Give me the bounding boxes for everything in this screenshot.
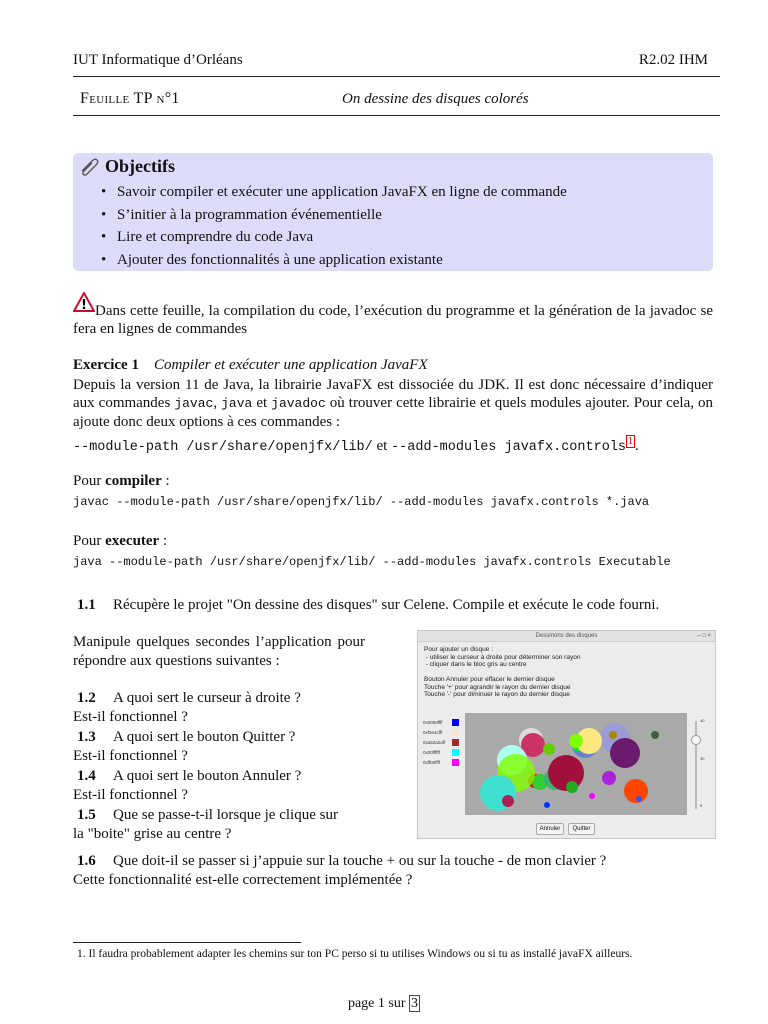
question-1-2: [73, 689, 301, 726]
objective-item: • Lire et comprendre du code Java: [101, 226, 567, 249]
question-sub: Est-il fonctionnel ?: [73, 708, 188, 725]
radius-slider-thumb[interactable]: [691, 735, 701, 745]
page-total-link[interactable]: 3: [411, 996, 419, 1011]
question-sub: Est-il fonctionnel ?: [73, 786, 188, 803]
intro-text-b: où trouver cette librairie et quels modules ajouter. Pour cela, on ajoute donc deux options à ces commandes :: [73, 395, 714, 430]
exercise-heading: [73, 356, 428, 374]
question-1-6: [73, 852, 718, 889]
warning-text: Dans cette feuille, la compilation du code, l’exécution du programme et la génération de la javadoc se fera en lignes de commandes: [73, 303, 713, 337]
question-number: 1.3: [77, 729, 96, 745]
slider-tick-label: 30: [700, 756, 705, 761]
objectives-title: Objectifs: [105, 156, 175, 176]
objectives-list: [101, 181, 567, 272]
footnote-link[interactable]: 1: [628, 436, 634, 447]
option-module-path: --module-path /usr/share/openjfx/lib/: [73, 440, 373, 455]
question-text: A quoi sert le bouton Annuler ?: [113, 768, 302, 784]
cmd-java: java: [221, 396, 253, 411]
question-text: A quoi sert le bouton Quitter ?: [113, 729, 296, 745]
swatch-color[interactable]: [452, 749, 459, 756]
question-number: 1.1: [77, 597, 96, 613]
swatch-color[interactable]: [452, 739, 459, 746]
app-titlebar: [418, 631, 715, 642]
footnote: [73, 947, 713, 961]
question-text: A quoi sert le curseur à droite ?: [113, 690, 301, 706]
question-text: Que doit-il se passer si j’appuie sur la touche + ou sur la touche - de mon clavier ?: [113, 853, 607, 869]
options-line: --module-path /usr/share/openjfx/lib/ et --add-modules javafx.controls $^1$ .: [73, 436, 639, 455]
question-number: 1.6: [77, 853, 96, 869]
question-number: 1.4: [77, 768, 96, 784]
sep: et: [252, 395, 272, 411]
question-1-3: [73, 728, 295, 765]
option-add-modules: --add-modules javafx.controls: [391, 440, 627, 455]
question-1-4: [73, 767, 301, 804]
question-sub: Cette fonctionnalité est-elle correctement implémentée ?: [73, 871, 413, 888]
app-title: Dessinons des disques: [535, 633, 598, 639]
exercise-label: Exercice 1: [73, 357, 139, 373]
exercise-title: Compiler et exécuter une application JavaFX: [153, 357, 428, 373]
exec-word: executer: [105, 533, 160, 549]
question-text: Que se passe-t-il lorsque je clique sur: [113, 807, 338, 823]
sheet-subtitle: On dessine des disques colorés: [342, 91, 529, 107]
cmd-javadoc: javadoc: [271, 396, 326, 411]
question-text: Récupère le projet "On dessine des disques" sur Celene. Compile et exécute le code fourni.: [113, 597, 660, 613]
swatch-label: 0xf5e4cfff: [423, 730, 443, 735]
sep: ,: [213, 395, 222, 411]
institution: IUT Informatique d’Orléans: [73, 52, 243, 68]
disk-canvas[interactable]: [465, 713, 687, 815]
compile-post: :: [161, 473, 170, 489]
svg-text:!: !: [81, 298, 87, 312]
question-number: 1.5: [77, 807, 96, 823]
swatch-label: 0xa52a2aff: [423, 740, 446, 745]
page-label: page 1 sur: [347, 996, 410, 1011]
compile-pre: Pour: [73, 473, 106, 489]
header-rule-top: [73, 76, 720, 77]
cancel-button[interactable]: Annuler: [536, 823, 564, 835]
exec-post: :: [159, 533, 168, 549]
window-controls-icon: – □ ×: [697, 633, 711, 639]
swatch-label: 0x0000ffff: [423, 720, 443, 725]
exercise-intro: [73, 376, 713, 431]
question-sub: Est-il fonctionnel ?: [73, 747, 188, 764]
page-footer: [0, 996, 768, 1012]
sep: et: [372, 438, 392, 454]
question-1-1: [73, 596, 718, 615]
compile-command: javac --module-path /usr/share/openjfx/lib/ --add-modules javafx.controls *.java: [73, 495, 650, 509]
footnote-text: Il faudra probablement adapter les chemins sur ton PC perso si tu utilises Windows ou si tu as installé javaFX ailleurs.: [88, 948, 633, 960]
swatch-label: 0xff00ffff: [423, 760, 440, 765]
app-screenshot: [417, 630, 716, 839]
exec-pre: Pour: [73, 533, 106, 549]
footnote-number: 1.: [77, 948, 86, 960]
compile-heading: [73, 472, 170, 490]
exec-heading: [73, 532, 167, 550]
app-instructions: Pour ajouter un disque : - utiliser le curseur à droite pour déterminer son rayon - cliquer dans le bloc gris au centre Bouton Annuler pour effacer le dernier disque Touche '+' pour agrandir le rayon du dernier disque Touche '-' pour diminuer le rayon du dernier disque: [424, 646, 581, 698]
objectives-box: [73, 153, 713, 271]
objective-item: • Savoir compiler et exécuter une application JavaFX en ligne de commande: [101, 181, 567, 204]
cmd-javac: javac: [174, 396, 214, 411]
question-number: 1.2: [77, 690, 96, 706]
objective-item: • S’initier à la programmation événementielle: [101, 204, 567, 227]
course-code: R2.02 IHM: [638, 52, 708, 68]
swatch-label: 0x00ffffff: [423, 750, 440, 755]
header-rule-bottom: [73, 115, 720, 116]
question-1-5: [73, 806, 338, 843]
paperclip-icon: [78, 157, 100, 182]
intro-text-a: Depuis la version 11 de Java, la librairie JavaFX est dissociée du JDK. Il est donc nécessaire d’indiquer aux commandes: [73, 377, 713, 411]
objective-item: • Ajouter des fonctionnalités à une application existante: [101, 249, 567, 272]
manip-text: Manipule quelques secondes l’application pour répondre aux questions suivantes :: [73, 634, 365, 669]
slider-tick-label: 40: [700, 718, 705, 723]
sheet-title: Feuille TP n°1: [80, 90, 180, 107]
compile-word: compiler: [105, 473, 162, 489]
slider-tick-label: 5: [700, 803, 703, 808]
footnote-rule: [73, 942, 301, 943]
question-sub: la "boite" grise au centre ?: [73, 825, 232, 842]
exec-command: java --module-path /usr/share/openjfx/lib/ --add-modules javafx.controls Executable: [73, 555, 671, 569]
swatch-color[interactable]: [452, 719, 459, 726]
swatch-color[interactable]: [452, 729, 459, 736]
quit-button[interactable]: Quitter: [568, 823, 595, 835]
swatch-color[interactable]: [452, 759, 459, 766]
